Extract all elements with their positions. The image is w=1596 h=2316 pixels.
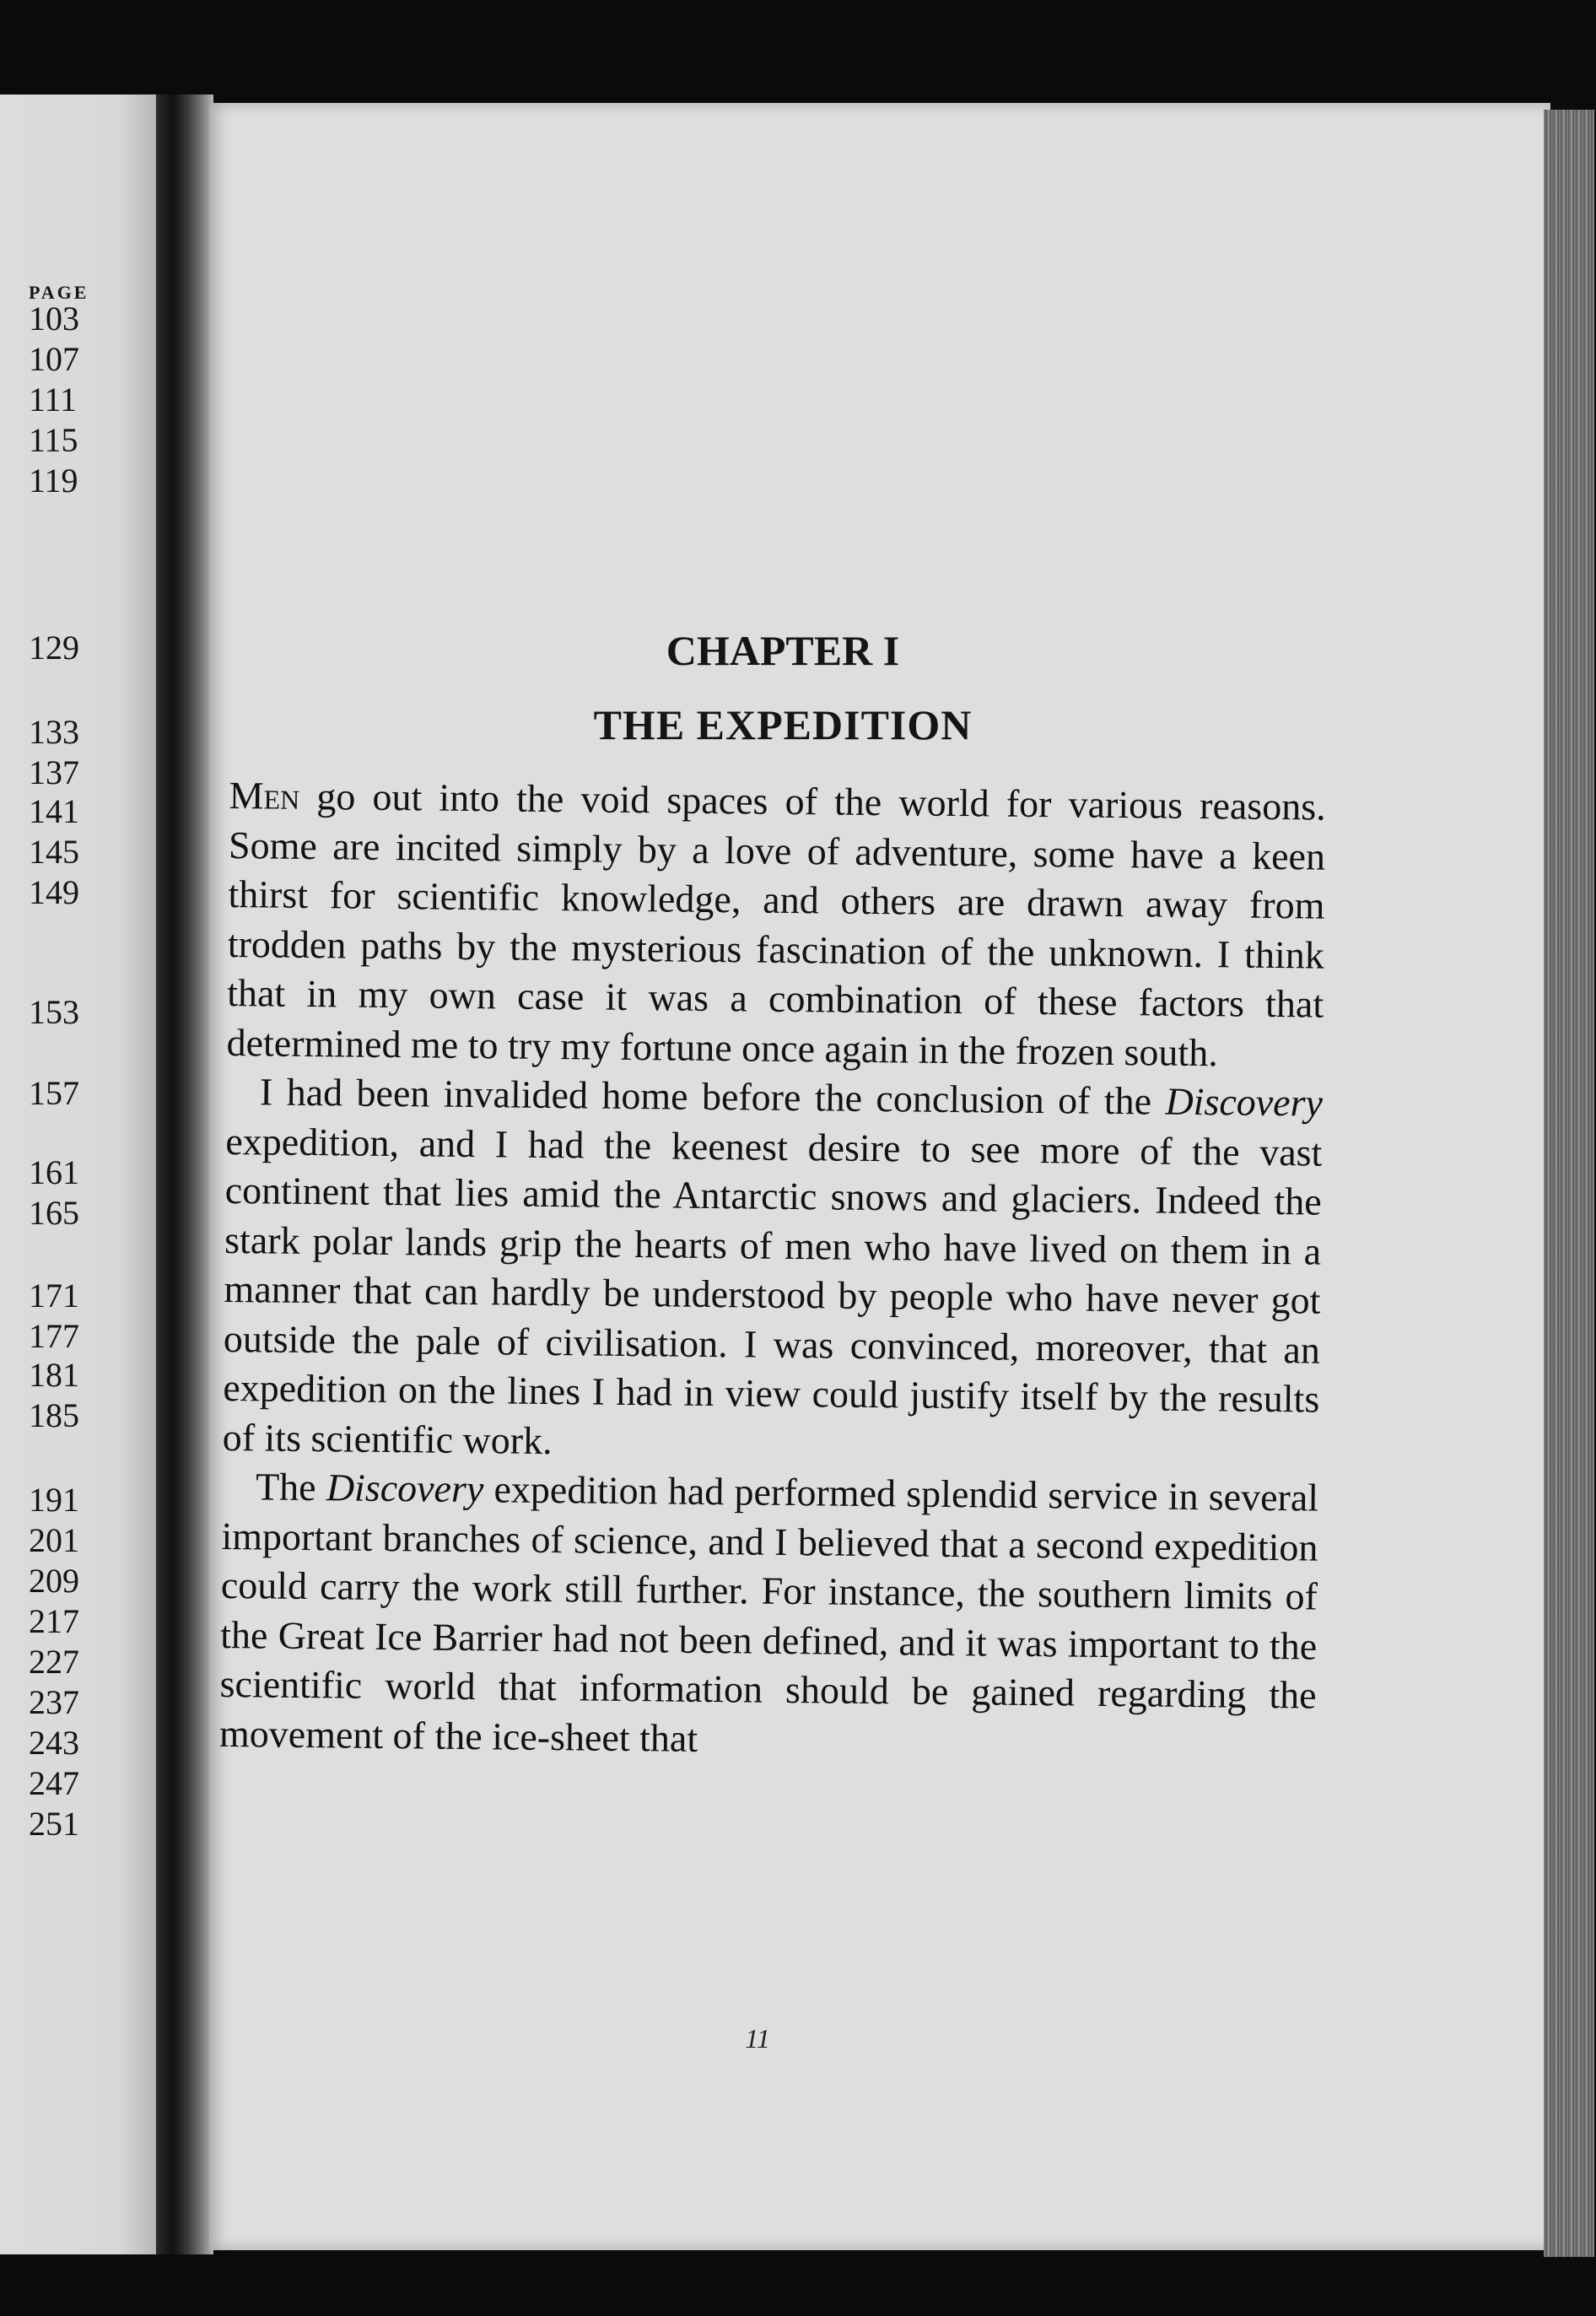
page-number: 103	[29, 300, 79, 337]
page-number: 111	[29, 381, 78, 418]
paragraph-text: I had been invalided home before the conclusion of the	[259, 1070, 1166, 1123]
page-number: 227	[29, 1643, 79, 1681]
page-number: 209	[29, 1562, 79, 1600]
page-number: 251	[29, 1805, 79, 1843]
page-number: 107	[29, 340, 79, 378]
paragraph-text: The	[255, 1465, 327, 1509]
left-facing-page	[0, 94, 169, 2254]
page-number: 165	[29, 1194, 79, 1232]
page-number: 161	[29, 1153, 79, 1191]
page-number: 115	[29, 421, 78, 459]
page-number: 185	[29, 1396, 79, 1434]
paragraph-text: go out into the void spaces of the world for various reasons. Some are incited simply by a love of adventure, some have a keen thirst for scientific knowledge, and others are drawn away from trodden paths by the mysterious fascination of the unknown. I think that in my own case it was a combination of these factors that determined me to try my fortune once again in the frozen south.	[226, 774, 1326, 1074]
page-number: 181	[29, 1356, 79, 1394]
ship-name: Discovery	[1165, 1079, 1324, 1125]
page-number: 217	[29, 1602, 79, 1640]
page-number: 157	[29, 1074, 79, 1112]
paragraph-1	[226, 771, 1326, 1079]
page-number: 247	[29, 1764, 79, 1802]
page-number: 145	[29, 833, 79, 871]
contents-page-numbers	[0, 94, 169, 2254]
page-number: 133	[29, 713, 79, 751]
chapter-number: CHAPTER I	[666, 627, 900, 674]
paragraph-3	[219, 1462, 1319, 1770]
page-number: 237	[29, 1683, 79, 1721]
chapter-body-text	[219, 771, 1326, 1770]
page-number: 149	[29, 873, 79, 911]
page-number: 177	[29, 1317, 79, 1355]
page-number: 137	[29, 753, 79, 791]
page-column-label: PAGE	[29, 282, 89, 303]
page-number: 171	[29, 1277, 79, 1315]
page-number: 201	[29, 1521, 79, 1559]
page-number: 191	[29, 1481, 79, 1519]
page-number: 129	[29, 629, 79, 667]
page-number: 141	[29, 792, 79, 830]
page-folio-number: 11	[745, 2023, 770, 2054]
lead-word: Men	[229, 773, 300, 818]
chapter-title: THE EXPEDITION	[593, 701, 973, 748]
paragraph-text: expedition, and I had the keenest desire to see more of the vast continent that lies amid the Antarctic snows and glaciers. Indeed the stark polar lands grip the hearts of men who have lived on them in a manner that can hardly be understood by people who have never got outside the pale of civilisation. I was convinced, moreover, that an expedition on the lines I had in view could justify itself by the results of its scientific work.	[222, 1119, 1323, 1462]
page-number: 243	[29, 1724, 79, 1762]
paragraph-2	[222, 1067, 1323, 1474]
page-number: 119	[29, 462, 78, 499]
page-number: 153	[29, 993, 79, 1031]
book-binding-gutter	[156, 94, 213, 2254]
page-edges	[1544, 110, 1594, 2257]
ship-name: Discovery	[326, 1466, 484, 1511]
paragraph-text: expedition had performed splendid service in several important branches of science, and I believed that a second expedition could carry the work still further. For instance, the southern limits of the Great Ice Barrier had not been defined, and it was important to the scientific world that information should be gained regarding the movement of the ice-sheet that	[218, 1467, 1319, 1760]
